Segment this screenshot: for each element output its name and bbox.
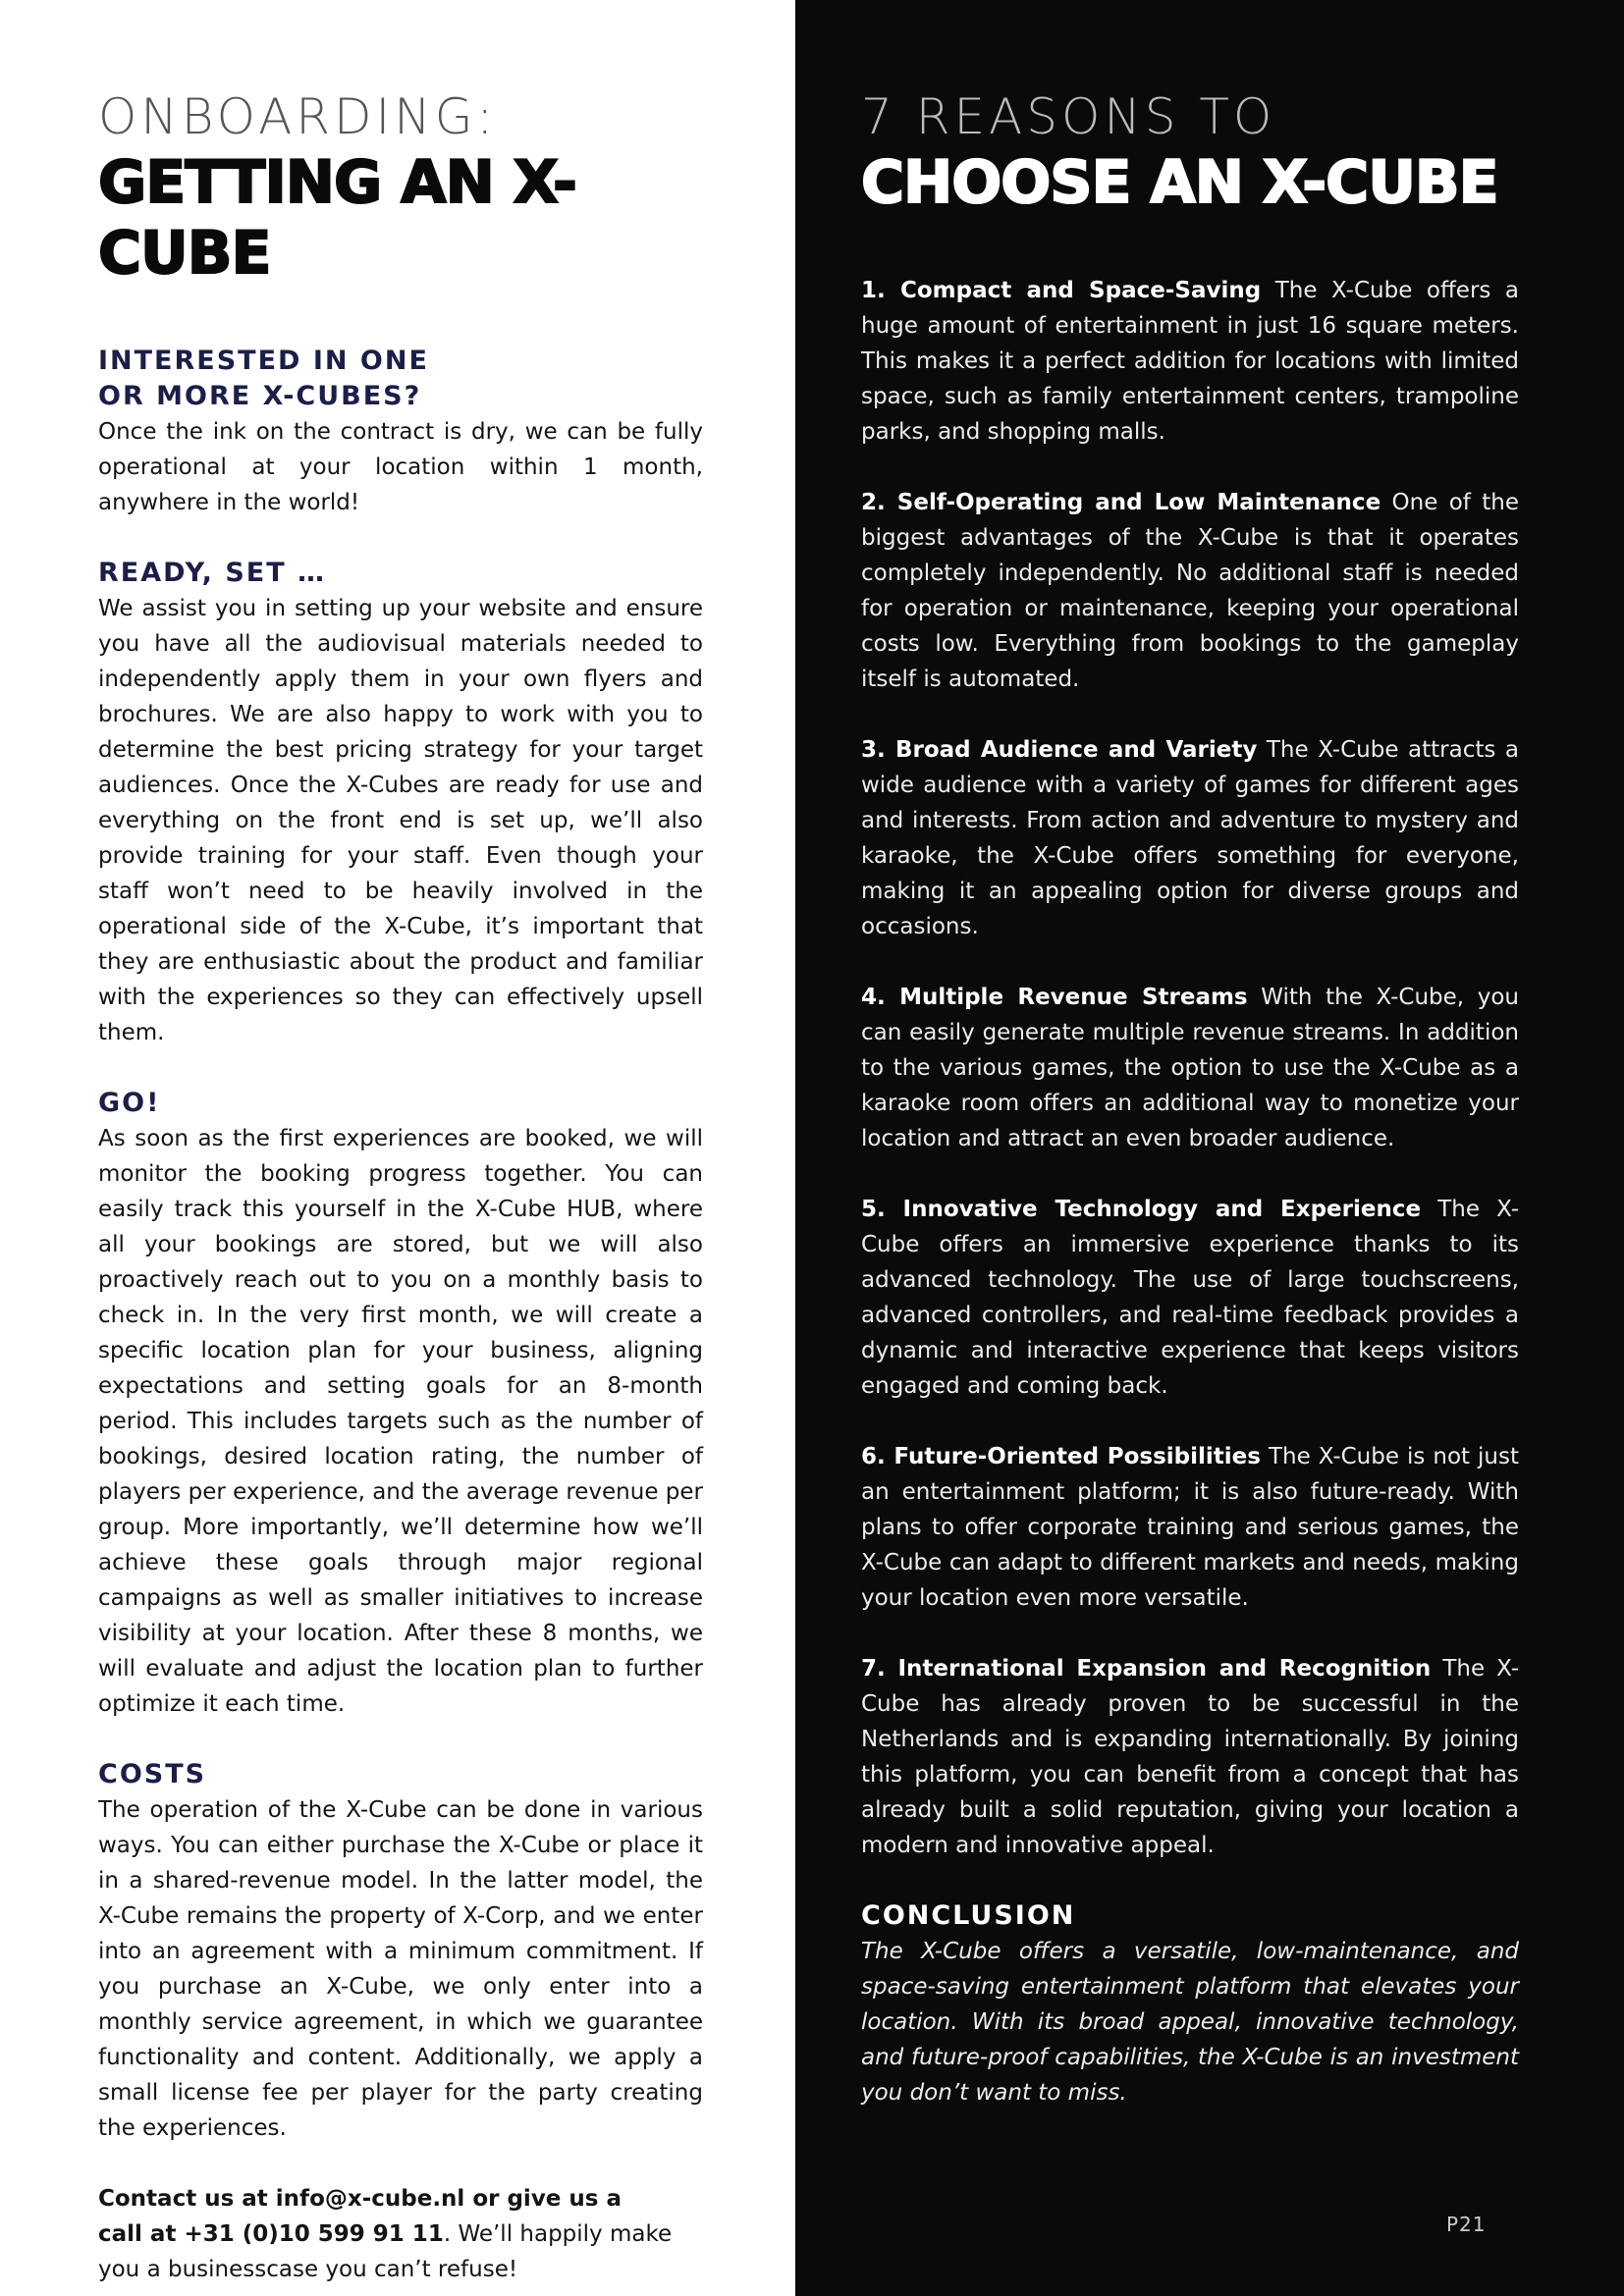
reasons-pre-title: 7 REASONS TO — [861, 88, 1276, 145]
section-heading: READY, SET … — [98, 558, 327, 588]
reason-body: The X-Cube offers a huge amount of entertainment in just 16 square meters. This makes it a perfect addition for locations with limited space, such as family entertainment centers, trampoline parks, and shopping malls. — [861, 278, 1520, 445]
reason-body: The X-Cube has already proven to be successful in the Netherlands and is expanding internationally. By joining this platform, you can benefit from a concept that has already built a solid reputation, giving your location a modern and innovative appeal. — [861, 1656, 1520, 1858]
reasons-content — [861, 86, 1519, 2110]
reason-title: 7. International Expansion and Recognition — [861, 1656, 1432, 1682]
contact-bold-line1: Contact us at info@x-cube.nl or give us a — [98, 2186, 623, 2212]
onboarding-title: GETTING AN X-CUBE — [98, 148, 576, 288]
section-heading: GO! — [98, 1088, 161, 1118]
reason-body: The X-Cube offers an immersive experience thanks to its advanced technology. The use of large touchscreens, advanced controllers, and real-time feedback provides a dynamic and interactive experience that keeps visitors engaged and coming back. — [861, 1197, 1519, 1399]
section-ready-set — [98, 556, 703, 1050]
conclusion-heading: CONCLUSION — [861, 1900, 1076, 1931]
reason-title: 4. Multiple Revenue Streams — [861, 985, 1248, 1010]
contact-paragraph — [98, 2181, 703, 2287]
reason-body: One of the biggest advantages of the X-Cube is that it operates completely independently. No additional staff is needed for operation or maintenance, keeping your operational costs low. Everything from bookings to the gameplay itself is automated. — [861, 490, 1519, 692]
reasons-list — [861, 273, 1519, 1863]
section-heading-line2: OR MORE X-CUBES? — [98, 381, 422, 411]
page-number: P21 — [1446, 2213, 1487, 2236]
section-go — [98, 1086, 703, 1722]
reasons-title: CHOOSE AN X-CUBE — [861, 148, 1498, 217]
contact-rest: . We’ll happily make you a businesscase you can’t refuse! — [98, 2221, 673, 2282]
reason-item — [861, 273, 1519, 450]
reason-item — [861, 485, 1519, 697]
section-interested — [98, 344, 703, 520]
reason-title: 2. Self-Operating and Low Maintenance — [861, 490, 1381, 515]
onboarding-pre-title: ONBOARDING: — [98, 88, 498, 145]
reason-item — [861, 1651, 1519, 1863]
reason-item — [861, 1192, 1519, 1404]
contact-bold-line2: call at +31 (0)10 599 91 11 — [98, 2221, 444, 2247]
reason-title: 1. Compact and Space-Saving — [861, 278, 1262, 303]
conclusion-body: The X-Cube offers a versatile, low-maintenance, and space-saving entertainment platform that elevates your location. With its broad appeal, innovative technology, and future-proof capabilities, the X-Cube is an investment you don’t want to miss. — [861, 1939, 1519, 2106]
reason-title: 6. Future-Oriented Possibilities — [861, 1444, 1261, 1469]
section-body: As soon as the first experiences are booked, we will monitor the booking progress together. You can easily track this yourself in the X-Cube HUB, where all your bookings are stored, but we will also proactively reach out to you on a monthly basis to check in. In the very first month, we will create a specific location plan for your business, aligning expectations and setting goals for an 8-month period. This includes targets such as the number of bookings, desired location rating, the number of players per experience, and the average revenue per group. More importantly, we’ll determine how we’ll achieve these goals through major regional campaigns as well as smaller initiatives to increase visibility at your location. After these 8 months, we will evaluate and adjust the location plan to further optimize it each time. — [98, 1126, 704, 1717]
section-heading: COSTS — [98, 1759, 207, 1789]
reason-body: With the X-Cube, you can easily generate multiple revenue streams. In addition to the various games, the option to use the X-Cube as a karaoke room offers an additional way to monetize your location and attract an even broader audience. — [861, 985, 1519, 1151]
section-heading — [98, 344, 703, 414]
reason-body: The X-Cube attracts a wide audience with a variety of games for different ages and interests. From action and adventure to mystery and karaoke, the X-Cube offers something for everyone, making it an appealing option for diverse groups and occasions. — [861, 737, 1519, 939]
reason-item — [861, 732, 1519, 944]
conclusion-section — [861, 1898, 1519, 2110]
section-body: The operation of the X-Cube can be done in various ways. You can either purchase the X-Cube or place it in a shared-revenue model. In the latter model, the X-Cube remains the property of X-Corp, and we enter into an agreement with a minimum commitment. If you purchase an X-Cube, we only enter into a monthly service agreement, in which we guarantee functionality and content. Additionally, we apply a small license fee per player for the party creating the experiences. — [98, 1797, 703, 2141]
section-costs — [98, 1757, 703, 2146]
onboarding-content — [98, 86, 703, 2287]
section-body: We assist you in setting up your website and ensure you have all the audiovisual materials needed to independently apply them in your own flyers and brochures. We are also happy to work with you to determine the best pricing strategy for your target audiences. Once the X-Cubes are ready for use and everything on the front end is set up, we’ll also provide training for your staff. Even though your staff won’t need to be heavily involved in the operational side of the X-Cube, it’s important that they are enthusiastic about the product and familiar with the experiences so they can effectively upsell them. — [98, 596, 703, 1045]
reason-item — [861, 1439, 1519, 1616]
reason-body: The X-Cube is not just an entertainment platform; it is also future-ready. With plans to offer corporate training and serious games, the X-Cube can adapt to different markets and needs, making your location even more versatile. — [861, 1444, 1519, 1611]
reason-item — [861, 980, 1519, 1156]
section-body: Once the ink on the contract is dry, we can be fully operational at your location within 1 month, anywhere in the world! — [98, 419, 703, 515]
left-column — [0, 0, 795, 2296]
section-heading-line1: INTERESTED IN ONE — [98, 346, 429, 376]
reason-title: 3. Broad Audience and Variety — [861, 737, 1258, 763]
right-column — [795, 0, 1624, 2296]
reason-title: 5. Innovative Technology and Experience — [861, 1197, 1422, 1222]
